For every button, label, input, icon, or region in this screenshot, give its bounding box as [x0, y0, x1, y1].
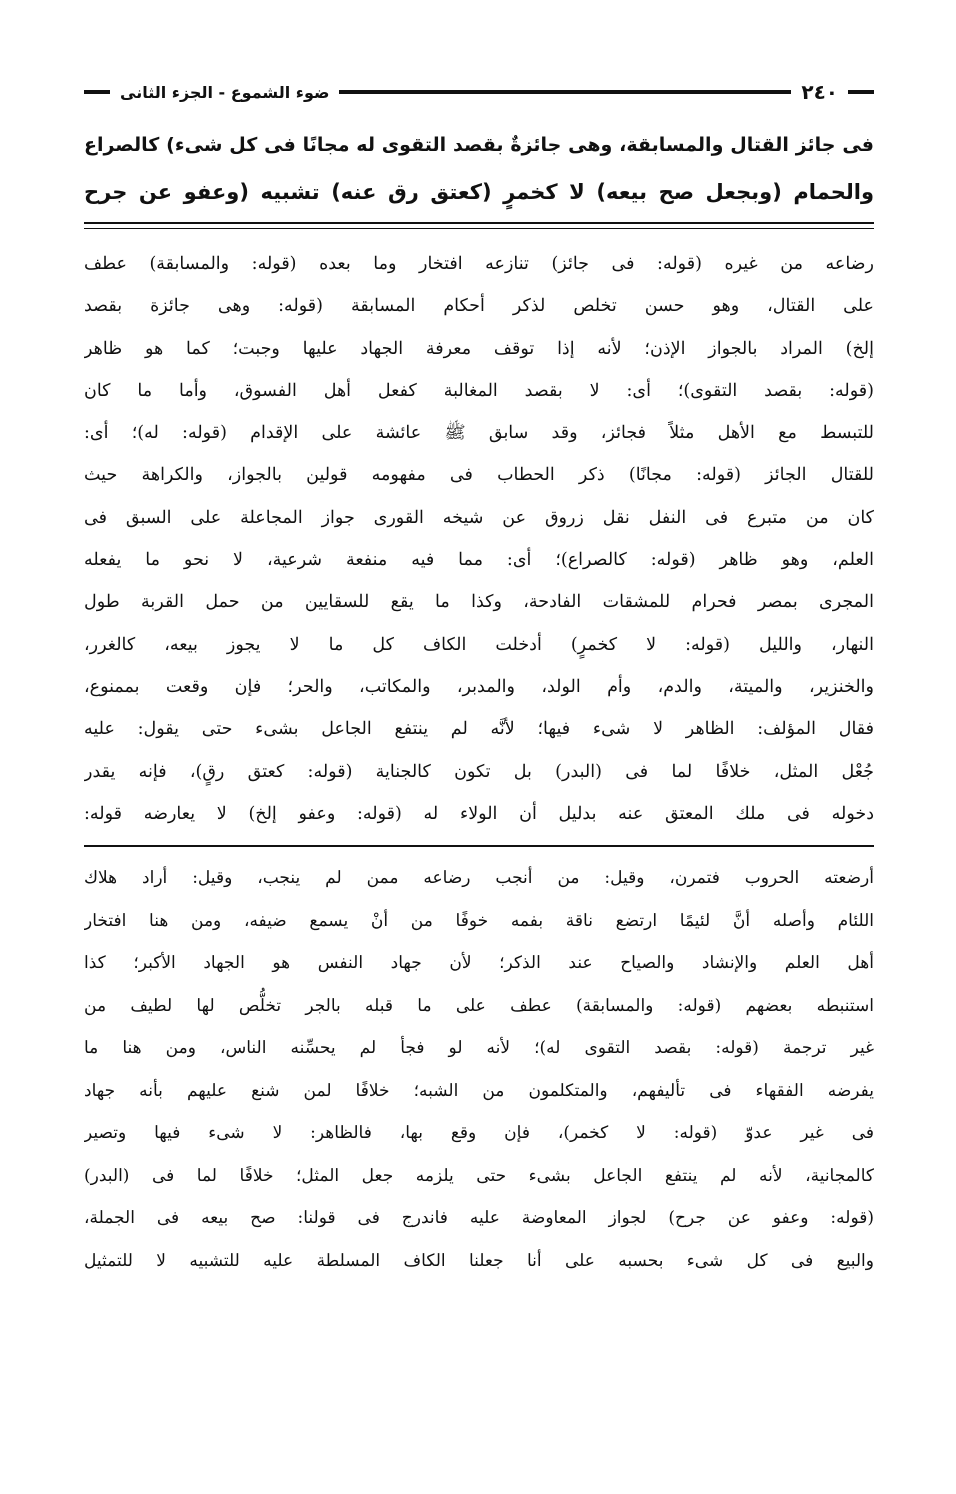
hashiya-line: (قوله: وعفو عن جرح) لجواز المعاوضة عليه فاندرج فى قولنا: صح بيعه فى الجملة، [84, 1208, 874, 1229]
running-title: ضوء الشموع - الجزء الثانى [120, 82, 330, 102]
sharh-line: جُعْل المثل، خلافًا لما فى (البدر) بل تكون كالجناية (قوله: كعتق رقٍ)، فإنه يقدر [84, 761, 874, 782]
matn-text [84, 122, 874, 216]
header-rule [339, 90, 791, 94]
sharh-line: (قوله: بقصد التقوى)؛ أى: لا بقصد المغالبة كفعل أهل الفسوق، وأما ما كان [84, 380, 874, 401]
sharh-line: والخنزير، والميتة، والدم، وأم الولد، والمدبر، والمكاتب، والحر؛ فإن وقعت بممنوع، [84, 676, 874, 697]
matn-separator [84, 222, 874, 229]
hashiya-line: أهل العلم والإنشاد والصياح عند الذكر؛ لأن جهاد النفس هو الجهاد الأكبر؛ كذا [84, 953, 874, 974]
hashiya-line: استنبطه بعضهم (قوله: والمسابقة) عطف على ما قبله بالجر تخلُّص لها لطيف من [84, 995, 874, 1016]
sharh-line: إلخ) المراد بالجواز الإذن؛ لأنه إذا توقف معرفة الجهاد عليها وجبت؛ كما هو ظاهر [84, 338, 874, 359]
sharh-line: دخوله فى ملك المعتق عنه بدليل أن الولاء له (قوله: وعفو إلخ) لا يعارضه قوله: [84, 803, 874, 824]
book-page [84, 72, 874, 1282]
sharh-line: كان من متبرع فى النفل نقل زروق عن شيخه القورى جواز المجاعلة على السبق فى [84, 507, 874, 528]
hashiya-line: غير ترجمة (قوله: بقصد التقوى له)؛ لأنه لو فجأ لم يحسِّنه الناس، ومن هنا ما [84, 1038, 874, 1059]
sharh-line: رضاعه من غيره (قوله: فى جائز) تنازعه افتخار وما بعده (قوله: والمسابقة) عطف [84, 254, 874, 274]
header-dash [848, 90, 874, 94]
sharh-line: فقال المؤلف: الظاهر لا شىء فيها؛ لأنَّه لم ينتفع الجاعل بشىء حتى يقول: عليه [84, 719, 874, 740]
hashiya-text [84, 857, 874, 1282]
matn-line: والحمام (وبجعل صح بيعه) لا كخمرٍ (كعتق رق عنه) تشبيه (وعفو عن جرح [84, 180, 874, 204]
sharh-line: للتبسط مع الأهل مثلاً فجائز، وقد سابق ﷺ عائشة على الإقدام (قوله: له)؛ أى: [84, 423, 874, 444]
running-header [84, 72, 874, 112]
sharh-line: على القتال، وهو حسن تخلص لذكر أحكام المسابقة (قوله: وهى جائزة بقصد [84, 296, 874, 317]
sharh-line: المجرى بمصر فحرام للمشقات الفادحة، وكذا ما يقع للسقايين من حمل القربة طول [84, 592, 874, 613]
sharh-line: العلم، وهو ظاهر (قوله: كالصراع)؛ أى: مما فيه منفعة شرعية، لا نحو ما يفعله [84, 550, 874, 571]
hashiya-line: فى غير عدوّ (قوله: لا كخمر)، فإن وقع بها، فالظاهر: لا شىء فيها وتصير [84, 1123, 874, 1144]
hashiya-line: يفرضه الفقهاء فى تأليفهم، والمتكلمون من الشبه؛ خلافًا لمن شنع عليهم بأنه جهاد [84, 1080, 874, 1101]
footnote-separator [84, 845, 874, 847]
sharh-line: النهار، والليل (قوله: لا كخمرٍ) أدخلت الكاف كل ما لا يجوز بيعه، كالغرر، [84, 634, 874, 655]
hashiya-line: كالمجانية، لأنه لم ينتفع الجاعل بشىء حتى يلزمه جعل المثل؛ خلافًا لما فى (البدر) [84, 1165, 874, 1186]
page-number: ٢٤٠ [801, 80, 838, 104]
header-rule-end [84, 90, 110, 94]
hashiya-line: اللئام وأصله أنَّ لئيمًا ارتضع ناقة بفمه خوفًا من أنْ يسمع ضيفه، ومن هنا افتخار [84, 910, 874, 931]
hashiya-line: أرضعته الحروب فتمرن، وقيل: من أنجب رضاعه ممن لم ينجب، وقيل: أراد هلاك [84, 868, 874, 889]
hashiya-line: والبيع فى كل شىء بحسبه على أنا جعلنا الكاف المسلطة عليه للتشبيه لا للتمثيل [84, 1250, 874, 1271]
sharh-line: للقتال الجائز (قوله: مجانًا) ذكر الحطاب فى مفهومه قولين بالجواز، والكراهة حيث [84, 465, 874, 486]
matn-line: فى جائز القتال والمسابقة، وهى جائزةٌ بقصد التقوى له مجانًا فى كل شىء) كالصراع [84, 134, 874, 156]
sharh-text [84, 243, 874, 835]
